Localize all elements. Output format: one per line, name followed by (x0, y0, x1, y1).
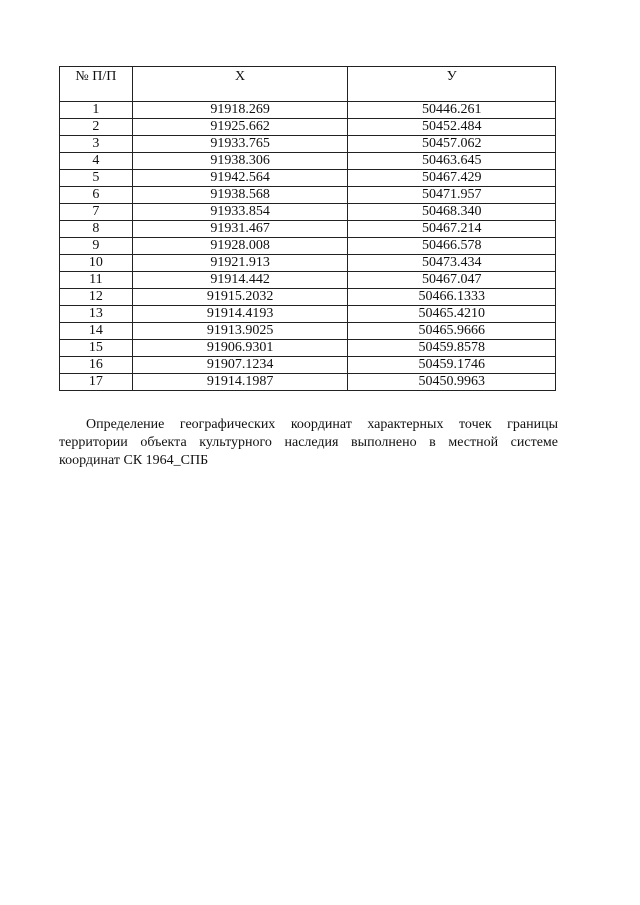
point-number-cell: 4 (60, 153, 133, 170)
x-coordinate-cell: 91914.4193 (132, 306, 348, 323)
table-row (60, 221, 556, 238)
table-header-row (60, 67, 556, 102)
x-coordinate-cell: 91933.854 (132, 204, 348, 221)
y-coordinate-cell: 50446.261 (348, 102, 556, 119)
table-row (60, 323, 556, 340)
table-row (60, 272, 556, 289)
x-coordinate-cell: 91918.269 (132, 102, 348, 119)
point-number-cell: 11 (60, 272, 133, 289)
point-number-cell: 5 (60, 170, 133, 187)
y-coordinate-cell: 50459.8578 (348, 340, 556, 357)
point-number-cell: 13 (60, 306, 133, 323)
point-number-cell: 12 (60, 289, 133, 306)
y-coordinate-cell: 50467.214 (348, 221, 556, 238)
point-number-cell: 8 (60, 221, 133, 238)
x-coordinate-cell: 91915.2032 (132, 289, 348, 306)
table-row (60, 170, 556, 187)
y-coordinate-cell: 50459.1746 (348, 357, 556, 374)
x-coordinate-cell: 91933.765 (132, 136, 348, 153)
x-coordinate-cell: 91942.564 (132, 170, 348, 187)
x-coordinate-cell: 91938.568 (132, 187, 348, 204)
x-coordinate-cell: 91914.1987 (132, 374, 348, 391)
table-row (60, 187, 556, 204)
y-coordinate-cell: 50452.484 (348, 119, 556, 136)
table-row (60, 340, 556, 357)
point-number-cell: 16 (60, 357, 133, 374)
table-row (60, 238, 556, 255)
point-number-cell: 7 (60, 204, 133, 221)
table-row (60, 102, 556, 119)
y-coordinate-cell: 50473.434 (348, 255, 556, 272)
table-row (60, 255, 556, 272)
y-coordinate-cell: 50465.9666 (348, 323, 556, 340)
table-row (60, 153, 556, 170)
table-row (60, 357, 556, 374)
x-coordinate-cell: 91906.9301 (132, 340, 348, 357)
y-coordinate-cell: 50466.1333 (348, 289, 556, 306)
x-coordinate-cell: 91914.442 (132, 272, 348, 289)
y-coordinate-cell: 50465.4210 (348, 306, 556, 323)
table-row (60, 374, 556, 391)
table-row (60, 119, 556, 136)
y-coordinate-cell: 50457.062 (348, 136, 556, 153)
point-number-cell: 14 (60, 323, 133, 340)
coordinates-table (59, 66, 556, 391)
x-coordinate-cell: 91938.306 (132, 153, 348, 170)
header-number: № П/П (60, 67, 133, 102)
table-row (60, 136, 556, 153)
table-body (60, 102, 556, 391)
y-coordinate-cell: 50467.047 (348, 272, 556, 289)
coordinate-system-note: Определение географических координат характерных точек границы территории объекта культурного наследия выполнено в местной системе координат СК 1964_СПБ (59, 417, 558, 468)
x-coordinate-cell: 91925.662 (132, 119, 348, 136)
table-row (60, 204, 556, 221)
header-y: У (348, 67, 556, 102)
point-number-cell: 1 (60, 102, 133, 119)
point-number-cell: 2 (60, 119, 133, 136)
point-number-cell: 17 (60, 374, 133, 391)
y-coordinate-cell: 50467.429 (348, 170, 556, 187)
point-number-cell: 3 (60, 136, 133, 153)
point-number-cell: 15 (60, 340, 133, 357)
y-coordinate-cell: 50466.578 (348, 238, 556, 255)
x-coordinate-cell: 91907.1234 (132, 357, 348, 374)
table-row (60, 289, 556, 306)
y-coordinate-cell: 50463.645 (348, 153, 556, 170)
header-x: X (132, 67, 348, 102)
point-number-cell: 6 (60, 187, 133, 204)
table-row (60, 306, 556, 323)
point-number-cell: 9 (60, 238, 133, 255)
x-coordinate-cell: 91931.467 (132, 221, 348, 238)
y-coordinate-cell: 50471.957 (348, 187, 556, 204)
x-coordinate-cell: 91913.9025 (132, 323, 348, 340)
x-coordinate-cell: 91928.008 (132, 238, 348, 255)
x-coordinate-cell: 91921.913 (132, 255, 348, 272)
y-coordinate-cell: 50450.9963 (348, 374, 556, 391)
y-coordinate-cell: 50468.340 (348, 204, 556, 221)
point-number-cell: 10 (60, 255, 133, 272)
